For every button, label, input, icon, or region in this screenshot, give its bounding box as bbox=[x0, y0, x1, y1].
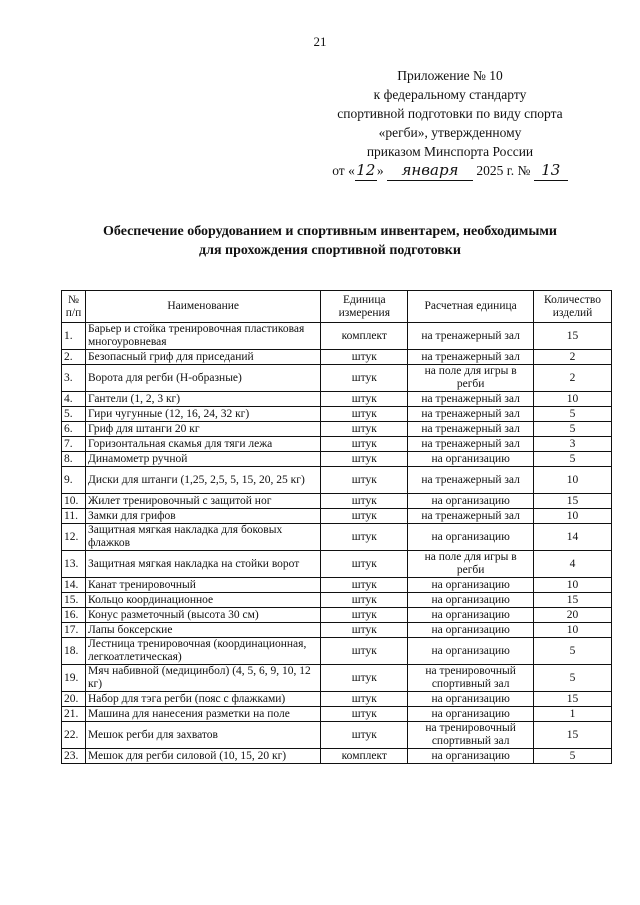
cell-calc: на организацию bbox=[408, 452, 534, 467]
cell-calc: на организацию bbox=[408, 692, 534, 707]
cell-qty: 15 bbox=[534, 593, 612, 608]
cell-num: 7. bbox=[62, 437, 86, 452]
cell-calc: на тренировочный спортивный зал bbox=[408, 665, 534, 692]
table-row bbox=[62, 467, 612, 494]
cell-unit: штук bbox=[321, 407, 408, 422]
appendix-line: «регби», утвержденному bbox=[378, 125, 522, 140]
cell-qty: 20 bbox=[534, 608, 612, 623]
table-row bbox=[62, 707, 612, 722]
cell-num: 16. bbox=[62, 608, 86, 623]
cell-name: Ворота для регби (Н-образные) bbox=[85, 365, 320, 392]
cell-qty: 5 bbox=[534, 452, 612, 467]
cell-calc: на тренажерный зал bbox=[408, 509, 534, 524]
cell-qty: 5 bbox=[534, 665, 612, 692]
cell-num: 12. bbox=[62, 524, 86, 551]
date-year: 2025 г. № bbox=[476, 163, 531, 178]
cell-num: 2. bbox=[62, 350, 86, 365]
cell-num: 10. bbox=[62, 494, 86, 509]
cell-calc: на поле для игры в регби bbox=[408, 365, 534, 392]
table-row bbox=[62, 722, 612, 749]
appendix-line: спортивной подготовки по виду спорта bbox=[337, 106, 563, 121]
cell-num: 8. bbox=[62, 452, 86, 467]
cell-calc: на тренажерный зал bbox=[408, 437, 534, 452]
cell-qty: 10 bbox=[534, 623, 612, 638]
cell-unit: штук bbox=[321, 365, 408, 392]
cell-qty: 5 bbox=[534, 638, 612, 665]
cell-name: Мяч набивной (медицинбол) (4, 5, 6, 9, 10, 12 кг) bbox=[85, 665, 320, 692]
cell-calc: на тренажерный зал bbox=[408, 467, 534, 494]
cell-name: Канат тренировочный bbox=[85, 578, 320, 593]
header-qty: Количество изделий bbox=[534, 291, 612, 323]
cell-qty: 15 bbox=[534, 323, 612, 350]
equipment-table bbox=[61, 290, 612, 764]
cell-calc: на организацию bbox=[408, 608, 534, 623]
cell-name: Набор для тэга регби (пояс с флажками) bbox=[85, 692, 320, 707]
cell-unit: штук bbox=[321, 524, 408, 551]
cell-calc: на поле для игры в регби bbox=[408, 551, 534, 578]
table-row bbox=[62, 749, 612, 764]
table-row bbox=[62, 665, 612, 692]
cell-qty: 15 bbox=[534, 692, 612, 707]
header-name: Наименование bbox=[85, 291, 320, 323]
cell-name: Лестница тренировочная (координационная, легкоатлетическая) bbox=[85, 638, 320, 665]
date-month: января bbox=[387, 161, 473, 181]
cell-calc: на тренажерный зал bbox=[408, 323, 534, 350]
cell-name: Гири чугунные (12, 16, 24, 32 кг) bbox=[85, 407, 320, 422]
table-header-row bbox=[62, 291, 612, 323]
cell-num: 19. bbox=[62, 665, 86, 692]
cell-unit: штук bbox=[321, 422, 408, 437]
cell-calc: на организацию bbox=[408, 623, 534, 638]
cell-name: Гриф для штанги 20 кг bbox=[85, 422, 320, 437]
table-row bbox=[62, 638, 612, 665]
cell-name: Мешок регби для захватов bbox=[85, 722, 320, 749]
cell-calc: на тренажерный зал bbox=[408, 392, 534, 407]
cell-unit: штук bbox=[321, 623, 408, 638]
order-number: 13 bbox=[534, 161, 568, 181]
heading-line: для прохождения спортивной подготовки bbox=[199, 243, 461, 258]
table-row bbox=[62, 524, 612, 551]
cell-name: Замки для грифов bbox=[85, 509, 320, 524]
cell-qty: 1 bbox=[534, 707, 612, 722]
cell-name: Кольцо координационное bbox=[85, 593, 320, 608]
cell-unit: штук bbox=[321, 467, 408, 494]
table-row bbox=[62, 593, 612, 608]
cell-qty: 10 bbox=[534, 392, 612, 407]
cell-num: 17. bbox=[62, 623, 86, 638]
date-mid: » bbox=[376, 163, 384, 178]
cell-num: 1. bbox=[62, 323, 86, 350]
appendix-header bbox=[300, 66, 600, 181]
cell-name: Барьер и стойка тренировочная пластиковая многоуровневая bbox=[85, 323, 320, 350]
header-num: № п/п bbox=[62, 291, 86, 323]
document-heading bbox=[40, 222, 620, 260]
cell-name: Защитная мягкая накладка на стойки ворот bbox=[85, 551, 320, 578]
cell-calc: на организацию bbox=[408, 578, 534, 593]
cell-unit: штук bbox=[321, 665, 408, 692]
cell-unit: штук bbox=[321, 452, 408, 467]
cell-calc: на организацию bbox=[408, 707, 534, 722]
table-row bbox=[62, 608, 612, 623]
cell-calc: на организацию bbox=[408, 593, 534, 608]
cell-qty: 2 bbox=[534, 350, 612, 365]
cell-unit: штук bbox=[321, 692, 408, 707]
page-number: 21 bbox=[313, 34, 327, 49]
cell-unit: комплект bbox=[321, 323, 408, 350]
cell-qty: 2 bbox=[534, 365, 612, 392]
cell-num: 4. bbox=[62, 392, 86, 407]
table-row bbox=[62, 509, 612, 524]
cell-unit: штук bbox=[321, 593, 408, 608]
cell-num: 13. bbox=[62, 551, 86, 578]
cell-unit: штук bbox=[321, 638, 408, 665]
table-row bbox=[62, 452, 612, 467]
cell-unit: штук bbox=[321, 722, 408, 749]
cell-unit: штук bbox=[321, 350, 408, 365]
cell-name: Конус разметочный (высота 30 см) bbox=[85, 608, 320, 623]
cell-unit: штук bbox=[321, 509, 408, 524]
cell-num: 20. bbox=[62, 692, 86, 707]
cell-qty: 10 bbox=[534, 467, 612, 494]
cell-name: Жилет тренировочный с защитой ног bbox=[85, 494, 320, 509]
cell-qty: 5 bbox=[534, 407, 612, 422]
cell-name: Мешок для регби силовой (10, 15, 20 кг) bbox=[85, 749, 320, 764]
table-row bbox=[62, 437, 612, 452]
cell-num: 14. bbox=[62, 578, 86, 593]
appendix-date bbox=[300, 161, 600, 181]
cell-name: Горизонтальная скамья для тяги лежа bbox=[85, 437, 320, 452]
date-day: 12 bbox=[356, 161, 376, 179]
cell-num: 6. bbox=[62, 422, 86, 437]
cell-unit: штук bbox=[321, 494, 408, 509]
cell-calc: на тренажерный зал bbox=[408, 407, 534, 422]
cell-unit: штук bbox=[321, 608, 408, 623]
cell-num: 18. bbox=[62, 638, 86, 665]
cell-name: Диски для штанги (1,25, 2,5, 5, 15, 20, 25 кг) bbox=[85, 467, 320, 494]
cell-calc: на тренажерный зал bbox=[408, 350, 534, 365]
cell-num: 21. bbox=[62, 707, 86, 722]
cell-qty: 10 bbox=[534, 509, 612, 524]
table-row bbox=[62, 350, 612, 365]
cell-num: 22. bbox=[62, 722, 86, 749]
table-row bbox=[62, 407, 612, 422]
cell-name: Лапы боксерские bbox=[85, 623, 320, 638]
cell-calc: на тренажерный зал bbox=[408, 422, 534, 437]
cell-calc: на организацию bbox=[408, 494, 534, 509]
cell-qty: 3 bbox=[534, 437, 612, 452]
date-prefix: от « bbox=[332, 163, 355, 178]
heading-line: Обеспечение оборудованием и спортивным инвентарем, необходимыми bbox=[103, 224, 557, 239]
cell-name: Гантели (1, 2, 3 кг) bbox=[85, 392, 320, 407]
cell-num: 9. bbox=[62, 467, 86, 494]
header-unit: Единица измерения bbox=[321, 291, 408, 323]
cell-qty: 10 bbox=[534, 578, 612, 593]
cell-qty: 15 bbox=[534, 494, 612, 509]
cell-calc: на организацию bbox=[408, 638, 534, 665]
table-row bbox=[62, 422, 612, 437]
cell-unit: штук bbox=[321, 392, 408, 407]
cell-unit: комплект bbox=[321, 749, 408, 764]
cell-num: 3. bbox=[62, 365, 86, 392]
cell-unit: штук bbox=[321, 707, 408, 722]
header-calc: Расчетная единица bbox=[408, 291, 534, 323]
table-row bbox=[62, 323, 612, 350]
table-row bbox=[62, 551, 612, 578]
cell-qty: 5 bbox=[534, 422, 612, 437]
table-row bbox=[62, 392, 612, 407]
cell-name: Защитная мягкая накладка для боковых флажков bbox=[85, 524, 320, 551]
cell-unit: штук bbox=[321, 578, 408, 593]
cell-num: 23. bbox=[62, 749, 86, 764]
table-row bbox=[62, 494, 612, 509]
table-row bbox=[62, 365, 612, 392]
cell-num: 5. bbox=[62, 407, 86, 422]
cell-qty: 14 bbox=[534, 524, 612, 551]
appendix-title: Приложение № 10 bbox=[397, 68, 503, 83]
cell-calc: на организацию bbox=[408, 749, 534, 764]
cell-unit: штук bbox=[321, 437, 408, 452]
cell-name: Безопасный гриф для приседаний bbox=[85, 350, 320, 365]
appendix-line: приказом Минспорта России bbox=[366, 144, 534, 159]
appendix-line: к федеральному стандарту bbox=[373, 87, 527, 102]
cell-num: 15. bbox=[62, 593, 86, 608]
cell-name: Динамометр ручной bbox=[85, 452, 320, 467]
cell-qty: 4 bbox=[534, 551, 612, 578]
cell-calc: на тренировочный спортивный зал bbox=[408, 722, 534, 749]
cell-num: 11. bbox=[62, 509, 86, 524]
cell-qty: 5 bbox=[534, 749, 612, 764]
cell-unit: штук bbox=[321, 551, 408, 578]
table-row bbox=[62, 623, 612, 638]
cell-name: Машина для нанесения разметки на поле bbox=[85, 707, 320, 722]
cell-calc: на организацию bbox=[408, 524, 534, 551]
cell-qty: 15 bbox=[534, 722, 612, 749]
table-row bbox=[62, 692, 612, 707]
table-row bbox=[62, 578, 612, 593]
